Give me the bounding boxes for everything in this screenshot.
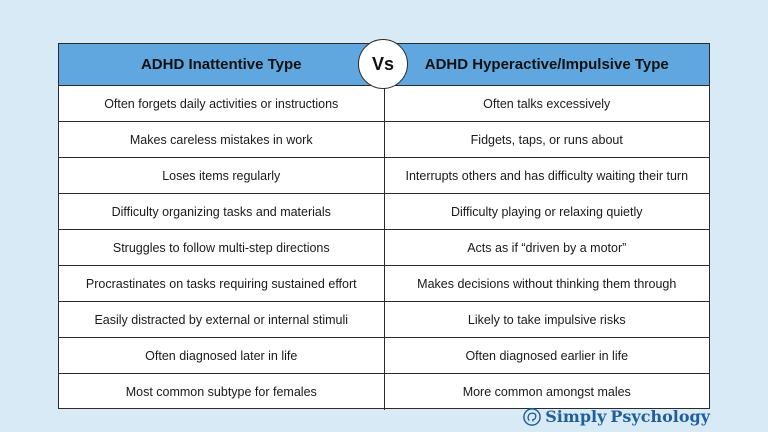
cell-hyperactive: Often diagnosed earlier in life: [465, 348, 629, 363]
cell-hyperactive: Likely to take impulsive risks: [467, 312, 626, 327]
table-row: [59, 230, 709, 266]
cell-hyperactive: Interrupts others and has difficulty waiting their turn: [405, 168, 689, 183]
brain-head-icon: [523, 408, 541, 426]
cell-inattentive: Easily distracted by external or internal stimuli: [59, 302, 385, 337]
cell-hyperactive: Difficulty playing or relaxing quietly: [450, 204, 643, 219]
cell-inattentive: Makes careless mistakes in work: [59, 122, 385, 157]
cell-hyperactive: Fidgets, taps, or runs about: [470, 132, 623, 147]
table-row: [59, 338, 709, 374]
table-row: [59, 86, 709, 122]
comparison-table: [58, 43, 710, 409]
cell-inattentive: Difficulty organizing tasks and materials: [59, 194, 385, 229]
table-row: [59, 374, 709, 410]
table-row: [59, 302, 709, 338]
cell-hyperactive: Acts as if “driven by a motor”: [467, 240, 627, 255]
cell-inattentive: Often diagnosed later in life: [59, 338, 385, 373]
vs-badge: Vs: [358, 39, 408, 89]
logo-word-psychology: Psychology: [610, 407, 710, 426]
cell-inattentive: Procrastinates on tasks requiring sustained effort: [59, 266, 385, 301]
header-hyperactive: ADHD Hyperactive/Impulsive Type: [424, 56, 669, 73]
cell-hyperactive: Often talks excessively: [483, 96, 611, 111]
cell-hyperactive: More common amongst males: [462, 385, 631, 399]
table-row: [59, 122, 709, 158]
cell-inattentive: Often forgets daily activities or instructions: [59, 86, 385, 121]
logo-word-simply: Simply: [545, 407, 607, 426]
table-row: [59, 194, 709, 230]
cell-inattentive: Most common subtype for females: [59, 374, 385, 410]
table-row: [59, 158, 709, 194]
cell-inattentive: Loses items regularly: [59, 158, 385, 193]
simplypsychology-logo: [523, 407, 710, 426]
cell-hyperactive: Makes decisions without thinking them through: [417, 276, 677, 291]
cell-inattentive: Struggles to follow multi-step directions: [59, 230, 385, 265]
header-inattentive: ADHD Inattentive Type: [59, 44, 385, 85]
table-row: [59, 266, 709, 302]
